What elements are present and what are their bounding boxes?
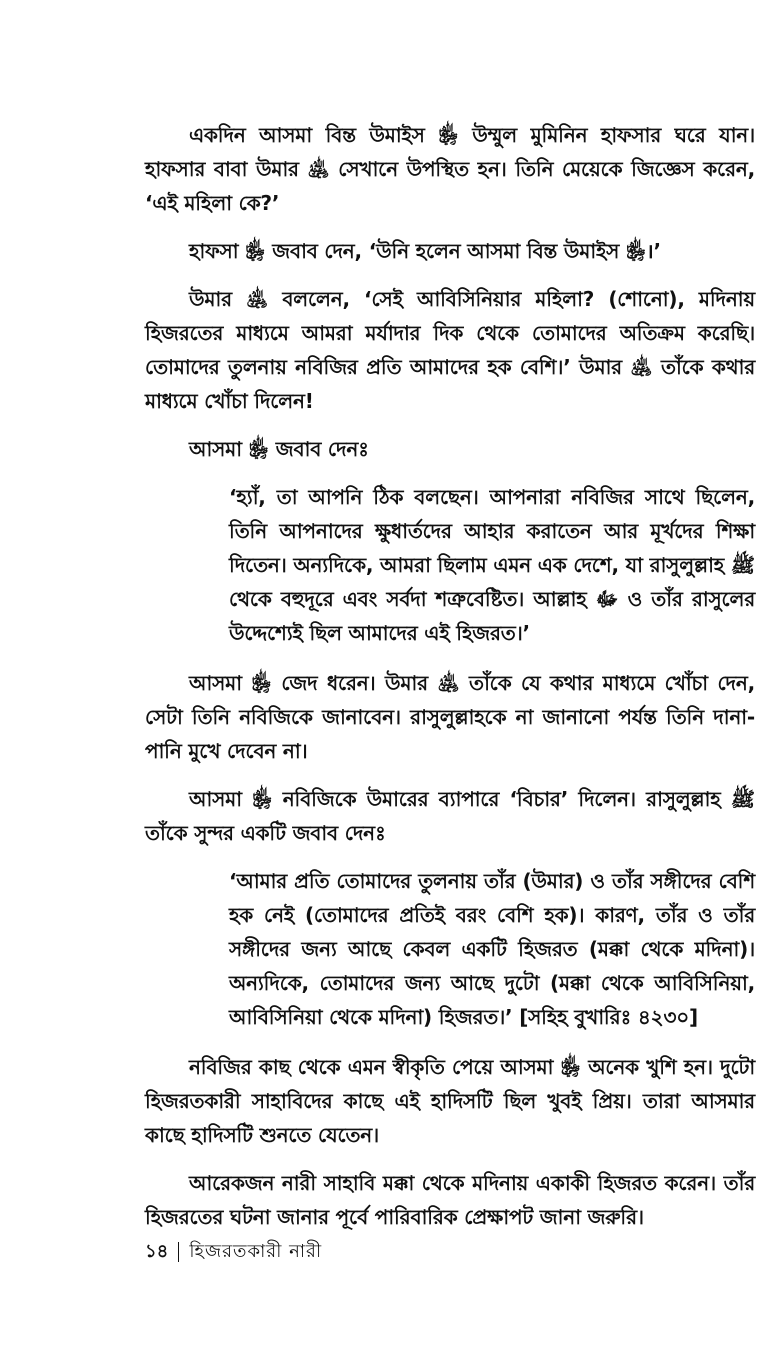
paragraph-3: উমার ﵁ বললেন, ‘সেই আবিসিনিয়ার মহিলা? (শোনো), মদিনায় হিজরতের মাধ্যমে আমরা মর্যাদার দিক থেকে তোমাদের অতিক্রম করেছি। তোমাদের তুলনায় নবিজির প্রতি আমাদের হক বেশি।’ উমার ﵁ তাঁকে কথার মাধ্যমে খোঁচা দিলেন! (145, 287, 755, 413)
paragraph-6: আসমা ﵂ নবিজিকে উমারের ব্যাপারে ‘বিচার’ দিলেন। রাসুলুল্লাহ ﷺ তাঁকে সুন্দর একটি জবাব দেনঃ (145, 787, 755, 845)
page-footer (145, 1240, 322, 1264)
page-number: ১৪ (145, 1241, 169, 1262)
paragraph-1: একদিন আসমা বিন্ত উমাইস ﵂ উম্মুল মুমিনিন হাফসার ঘরে যান। হাফসার বাবা উমার ﵁ সেখানে উপস্থিত হন। তিনি মেয়েকে জিজ্ঞেস করেন, ‘এই মহিলা কে?’ (145, 123, 755, 215)
book-title: হিজরতকারী নারী (189, 1241, 323, 1262)
paragraph-7: নবিজির কাছ থেকে এমন স্বীকৃতি পেয়ে আসমা ﵂ অনেক খুশি হন। দুটো হিজরতকারী সাহাবিদের কাছে এই হাদিসটি ছিল খুবই প্রিয়। তারা আসমার কাছে হাদিসটি শুনতে যেতেন। (145, 1055, 755, 1147)
paragraph-4: আসমা ﵂ জবাব দেনঃ (189, 437, 369, 461)
paragraph-8: আরেকজন নারী সাহাবি মক্কা থেকে মদিনায় একাকী হিজরত করেন। তাঁর হিজরতের ঘটনা জানার পূর্বে পারিবারিক প্রেক্ষাপট জানা জরুরি। (145, 1171, 755, 1229)
quote-1: ‘হ্যাঁ, তা আপনি ঠিক বলছেন। আপনারা নবিজির সাথে ছিলেন, তিনি আপনাদের ক্ষুধার্তদের আহার করাতেন আর মূর্খদের শিক্ষা দিতেন। অন্যদিকে, আমরা ছিলাম এমন এক দেশে, যা রাসুলুল্লাহ ﷺ থেকে বহুদূরে এবং সর্বদা শত্রুবেষ্টিত। আল্লাহ ﷻ ও তাঁর রাসুলের উদ্দেশ্যেই ছিল আমাদের এই হিজরত।’ (229, 485, 756, 645)
quote-2: ‘আমার প্রতি তোমাদের তুলনায় তাঁর (উমার) ও তাঁর সঙ্গীদের বেশি হক নেই (তোমাদের প্রতিই বরং বেশি হক)। কারণ, তাঁর ও তাঁর সঙ্গীদের জন্য আছে কেবল একটি হিজরত (মক্কা থেকে মদিনা)। অন্যদিকে, তোমাদের জন্য আছে দুটো (মক্কা থেকে আবিসিনিয়া, আবিসিনিয়া থেকে মদিনা) হিজরত।’ [সহিহ বুখারিঃ ৪২৩০] (229, 869, 755, 1029)
paragraph-2: হাফসা ﵂ জবাব দেন, ‘উনি হলেন আসমা বিন্ত উমাইস ﵂।’ (189, 239, 661, 263)
footer-divider (178, 1242, 179, 1262)
body-text (145, 118, 755, 1248)
paragraph-5: আসমা ﵂ জেদ ধরেন। উমার ﵁ তাঁকে যে কথার মাধ্যমে খোঁচা দেন, সেটা তিনি নবিজিকে জানাবেন। রাসুলুল্লাহকে না জানানো পর্যন্ত তিনি দানা-পানি মুখে দেবেন না। (145, 671, 755, 763)
